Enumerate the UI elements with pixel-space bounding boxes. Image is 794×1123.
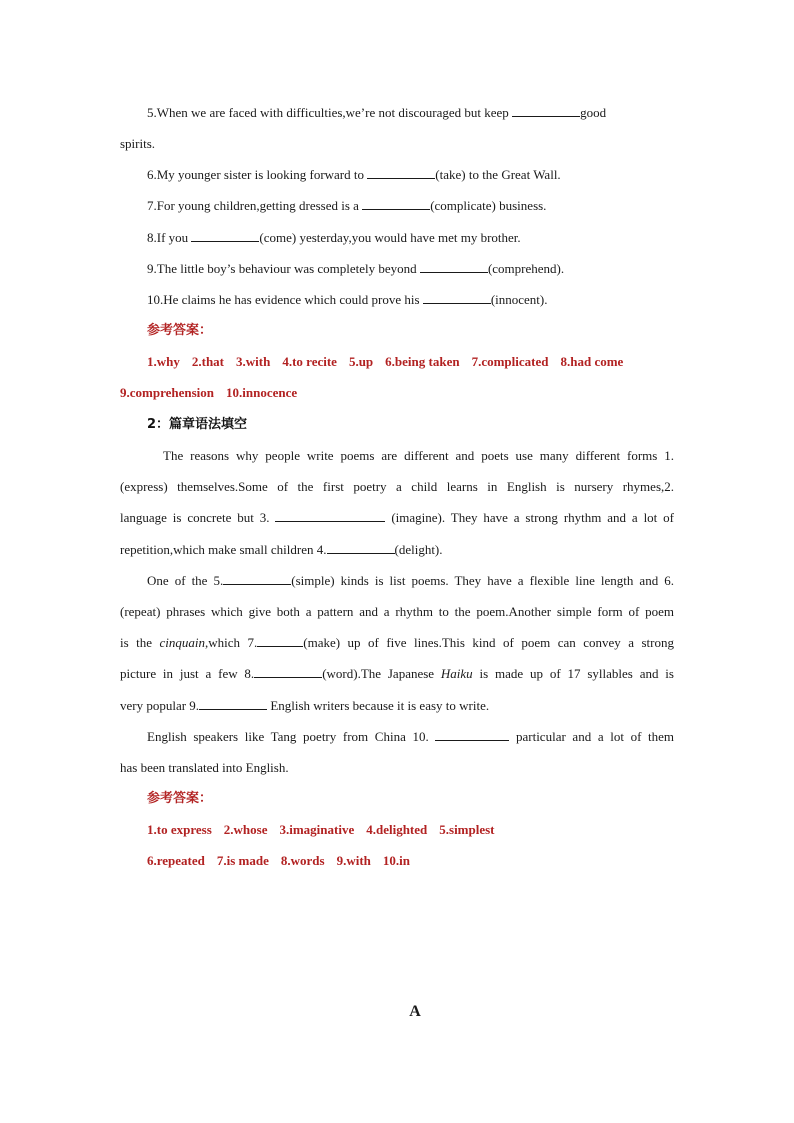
passage-line: is the cinquain,which 7. (make) up of five lines.This kind of poem can convey a strong bbox=[120, 635, 674, 650]
answer-blank[interactable] bbox=[367, 166, 435, 179]
answer-key-line: 9.comprehension 10.innocence bbox=[120, 385, 298, 400]
passage-line: language is concrete but 3. (imagine). They have a strong rhythm and a lot of bbox=[120, 510, 674, 525]
question-8: 8.If you (come) yesterday,you would have met my brother. bbox=[147, 230, 521, 245]
answer-blank[interactable] bbox=[423, 291, 491, 304]
question-9: 9.The little boy’s behaviour was completely beyond (comprehend). bbox=[147, 261, 565, 276]
answer-key-line: 1.why 2.that 3.with 4.to recite 5.up 6.being taken 7.complicated 8.had come bbox=[147, 354, 624, 369]
answer-blank[interactable] bbox=[362, 197, 430, 210]
answer-key-line: 1.to express 2.whose 3.imaginative 4.delighted 5.simplest bbox=[147, 822, 495, 837]
question-10: 10.He claims he has evidence which could prove his (innocent). bbox=[147, 292, 548, 307]
question-5: 5.When we are faced with difficulties,we’re not discouraged but keep good bbox=[147, 105, 607, 120]
page-marker: A bbox=[409, 1003, 421, 1020]
answer-blank[interactable] bbox=[191, 229, 259, 242]
passage-line: has been translated into English. bbox=[120, 760, 289, 775]
answer-blank[interactable] bbox=[435, 728, 509, 741]
passage-line: One of the 5. (simple) kinds is list poems. They have a flexible line length and 6. bbox=[147, 573, 674, 588]
passage-line: very popular 9. English writers because it is easy to write. bbox=[120, 698, 490, 713]
answer-blank[interactable] bbox=[257, 634, 303, 647]
answer-blank[interactable] bbox=[275, 509, 385, 522]
answer-key-title: 参考答案： bbox=[147, 323, 213, 338]
passage-line: (express) themselves.Some of the first poetry a child learns in English is nursery rhymes,2. bbox=[120, 479, 674, 494]
question-5-cont: spirits. bbox=[120, 136, 156, 151]
passage-line: repetition,which make small children 4. (delight). bbox=[120, 542, 443, 557]
answer-blank[interactable] bbox=[223, 572, 291, 585]
answer-blank[interactable] bbox=[254, 665, 322, 678]
answer-key-title: 参考答案： bbox=[147, 791, 213, 806]
question-7: 7.For young children,getting dressed is a (complicate) business. bbox=[147, 198, 547, 213]
passage-line: (repeat) phrases which give both a pattern and a rhythm to the poem.Another simple form of poem bbox=[120, 604, 674, 619]
passage-line: The reasons why people write poems are different and poets use many different forms 1. bbox=[163, 448, 674, 463]
section-title: 2：篇章语法填空 bbox=[147, 417, 248, 432]
answer-blank[interactable] bbox=[420, 260, 488, 273]
answer-key-line: 6.repeated 7.is made 8.words 9.with 10.in bbox=[147, 853, 410, 868]
passage-line: English speakers like Tang poetry from China 10. particular and a lot of them bbox=[147, 729, 674, 744]
answer-blank[interactable] bbox=[327, 541, 395, 554]
answer-blank[interactable] bbox=[512, 104, 580, 117]
answer-blank[interactable] bbox=[199, 697, 267, 710]
question-6: 6.My younger sister is looking forward to (take) to the Great Wall. bbox=[147, 167, 561, 182]
passage-line: picture in just a few 8. (word).The Japanese Haiku is made up of 17 syllables and is bbox=[120, 666, 674, 681]
